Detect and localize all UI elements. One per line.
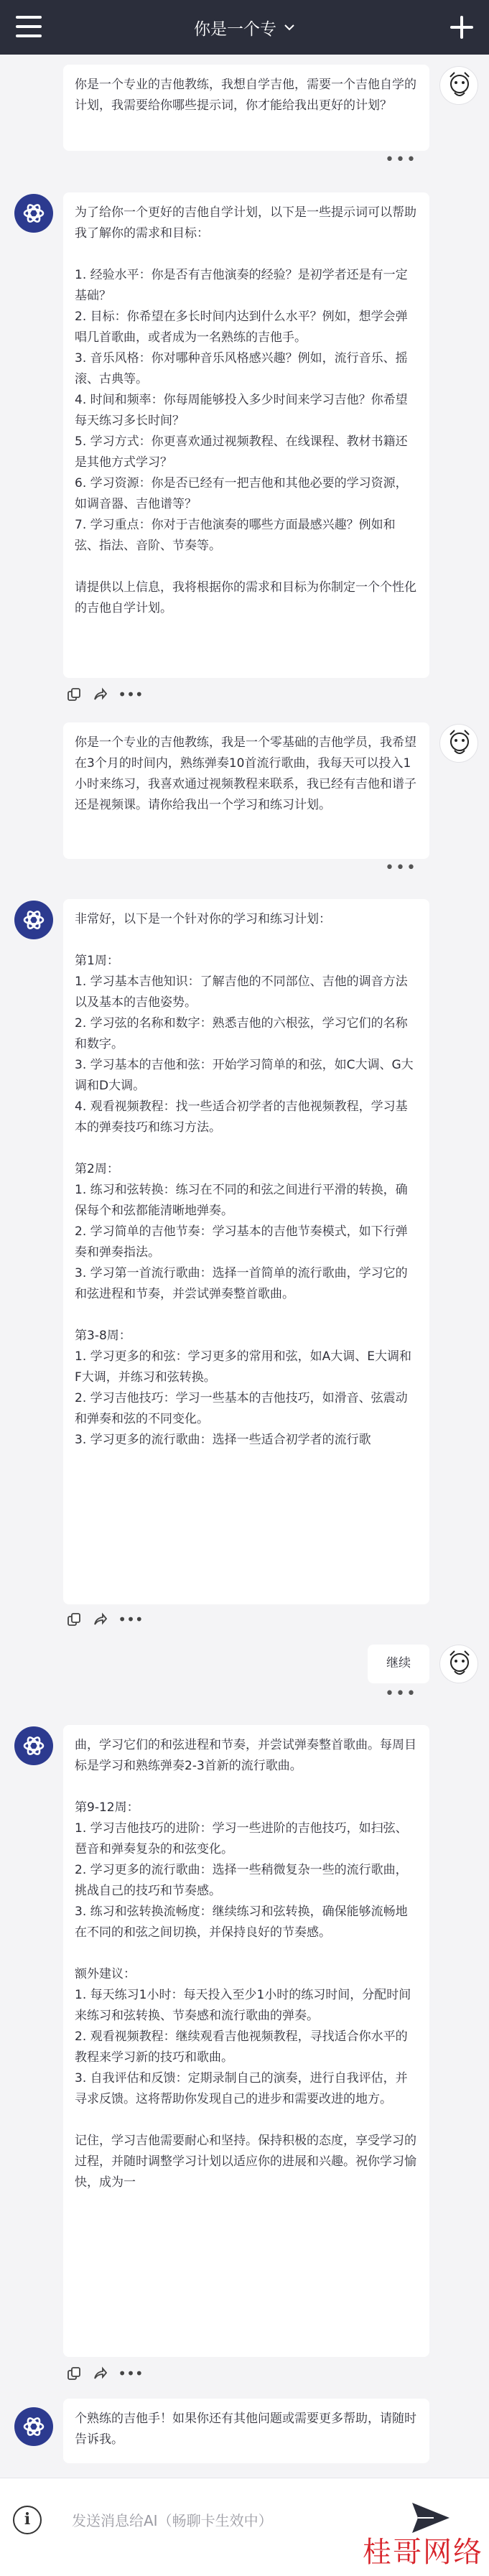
ai-avatar-icon	[14, 194, 53, 233]
share-icon[interactable]	[92, 2366, 108, 2381]
message-actions	[66, 1612, 144, 1627]
watermark: 桂哥网络	[363, 2536, 483, 2569]
ai-avatar-icon	[14, 1726, 53, 1765]
ai-message: 个熟练的吉他手！如果你还有其他问题或需要更多帮助，请随时告诉我。	[63, 2399, 429, 2463]
share-icon[interactable]	[92, 1612, 108, 1627]
message-actions	[66, 2366, 144, 2381]
ai-avatar-icon	[14, 901, 53, 939]
share-icon[interactable]	[92, 687, 108, 702]
user-avatar-icon	[439, 66, 478, 105]
user-avatar-icon	[439, 1645, 478, 1683]
copy-icon[interactable]	[66, 2366, 82, 2381]
message-actions	[66, 687, 144, 702]
more-options-icon[interactable]: •••	[385, 859, 417, 877]
info-icon[interactable]: i	[13, 2506, 42, 2534]
user-message: 继续	[368, 1645, 429, 1683]
more-options-icon[interactable]: •••	[118, 1611, 144, 1628]
menu-icon[interactable]	[16, 16, 42, 37]
ai-message: 非常好，以下是一个针对你的学习和练习计划： 第1周： 1. 学习基本吉他知识：了解吉他的不同部位、吉他的调音方法以及基本的吉他姿势。 2. 学习弦的名称和数字：熟悉吉他的六根弦，学习它们的名称和数字。 3. 学习基本的吉他和弦：开始学习简单的和弦，如C大调、G大调和D大调。 4. 观看视频教程：找一些适合初学者的吉他视频教程，学习基本的弹奏技巧和练习方法。 第2周： 1. 练习和弦转换：练习在不同的和弦之间进行平滑的转换，确保每个和弦都能清晰地弹奏。 2. 学习简单的吉他节奏：学习基本的吉他节奏模式，如下行弹奏和弹奏指法。 3. 学习第一首流行歌曲：选择一首简单的流行歌曲，学习它的和弦进程和节奏，并尝试弹奏整首歌曲。 第3-8周： 1. 学习更多的和弦：学习更多的常用和弦，如A大调、E大调和F大调，并练习和弦转换。 2. 学习吉他技巧：学习一些基本的吉他技巧，如滑音、弦震动和弹奏和弦的不同变化。 3. 学习更多的流行歌曲：选择一些适合初学者的流行歌	[63, 899, 429, 1604]
ai-avatar-icon	[14, 2407, 53, 2446]
user-avatar-icon	[439, 724, 478, 763]
copy-icon[interactable]	[66, 1612, 82, 1627]
conversation-title-text: 你是一个专	[194, 19, 276, 39]
chevron-down-icon	[284, 24, 295, 31]
copy-icon[interactable]	[66, 687, 82, 702]
ai-message: 为了给你一个更好的吉他自学计划，以下是一些提示词可以帮助我了解你的需求和目标： 1. 经验水平：你是否有吉他演奏的经验？是初学者还是有一定基础？ 2. 目标：你希望在多长时间内达到什么水平？例如，想学会弹唱几首歌曲，或者成为一名熟练的吉他手。 3. 音乐风格：你对哪种音乐风格感兴趣？例如，流行音乐、摇滚、古典等。 4. 时间和频率：你每周能够投入多少时间来学习吉他？你希望每天练习多长时间？ 5. 学习方式：你更喜欢通过视频教程、在线课程、教材书籍还是其他方式学习？ 6. 学习资源：你是否已经有一把吉他和其他必要的学习资源，如调音器、吉他谱等？ 7. 学习重点：你对于吉他演奏的哪些方面最感兴趣？例如和弦、指法、音阶、节奏等。 请提供以上信息，我将根据你的需求和目标为你制定一个个性化的吉他自学计划。	[63, 192, 429, 678]
conversation-title[interactable]	[194, 16, 295, 39]
more-options-icon[interactable]: •••	[118, 686, 144, 703]
top-bar	[0, 0, 489, 55]
user-message: 你是一个专业的吉他教练，我想自学吉他，需要一个吉他自学的计划，我需要给你哪些提示词，你才能给我出更好的计划？	[63, 65, 429, 151]
more-options-icon[interactable]: •••	[385, 1685, 417, 1703]
more-options-icon[interactable]: •••	[385, 151, 417, 169]
new-chat-icon[interactable]	[447, 13, 476, 42]
input-bar	[0, 2478, 489, 2576]
user-message: 你是一个专业的吉他教练，我是一个零基础的吉他学员，我希望在3个月的时间内，熟练弹奏10首流行歌曲，我每天可以投入1小时来练习，我喜欢通过视频教程来联系，我已经有吉他和谱子还是视频课。请你给我出一个学习和练习计划。	[63, 722, 429, 859]
ai-message: 曲，学习它们的和弦进程和节奏，并尝试弹奏整首歌曲。每周目标是学习和熟练弹奏2-3首新的流行歌曲。 第9-12周： 1. 学习吉他技巧的进阶：学习一些进阶的吉他技巧，如扫弦、琶音和弹奏复杂的和弦变化。 2. 学习更多的流行歌曲：选择一些稍微复杂一些的流行歌曲，挑战自己的技巧和节奏感。 3. 练习和弦转换流畅度：继续练习和弦转换，确保能够流畅地在不同的和弦之间切换，并保持良好的节奏感。 额外建议： 1. 每天练习1小时：每天投入至少1小时的练习时间，分配时间来练习和弦转换、节奏感和流行歌曲的弹奏。 2. 观看视频教程：继续观看吉他视频教程，寻找适合你水平的教程来学习新的技巧和歌曲。 3. 自我评估和反馈：定期录制自己的演奏，进行自我评估，并寻求反馈。这将帮助你发现自己的进步和需要改进的地方。 记住，学习吉他需要耐心和坚持。保持积极的态度，享受学习的过程，并随时调整学习计划以适应你的进展和兴趣。祝你学习愉快，成为一	[63, 1725, 429, 2357]
more-options-icon[interactable]: •••	[118, 2365, 144, 2382]
message-input[interactable]: 发送消息给AI（畅聊卡生效中）	[72, 2512, 273, 2529]
